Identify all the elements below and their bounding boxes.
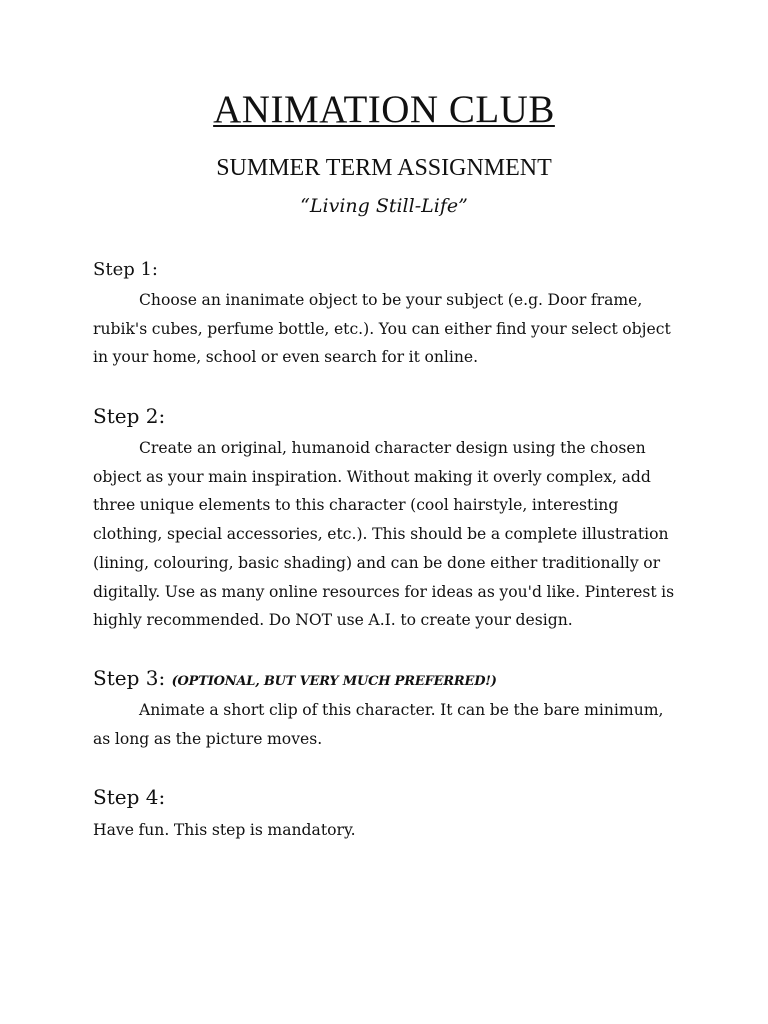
step-4-text: Have fun. This step is mandatory. [93,821,356,839]
step-2-text: Create an original, humanoid character design using the chosen object as your main inspiration. Without making it overly complex, add three unique elements to this character (cool hairstyle, interesting clothing, special accessories, etc.). This should be a complete illustration (lining, colouring, basic shading) and can be done either traditionally or digitally. Use as many online resources for ideas as you'd like. Pinterest is highly recommended. Do NOT use A.I. to create your design. [93,439,675,630]
step-3-heading [93,666,497,694]
step-3-heading-separator: : [158,666,172,690]
document-subtitle: SUMMER TERM ASSIGNMENT [216,155,552,181]
step-1-heading: Step 1: [93,259,158,280]
step-2-heading: Step 2: [93,404,166,428]
step-3-optional-note: (OPTIONAL, BUT VERY MUCH PREFERRED!) [171,674,497,689]
document-title: ANIMATION CLUB [213,88,555,131]
step-1-text: Choose an inanimate object to be your subject (e.g. Door frame, rubik's cubes, perfume bottle, etc.). You can either find your select object in your home, school or even search for it online. [93,291,671,367]
step-4-heading: Step 4: [93,785,166,809]
step-3-text: Animate a short clip of this character. It can be the bare minimum, as long as the picture moves. [93,701,664,748]
step-3-heading-label: Step 3 [93,666,159,690]
assignment-tagline: “Living Still-Life” [300,195,468,217]
